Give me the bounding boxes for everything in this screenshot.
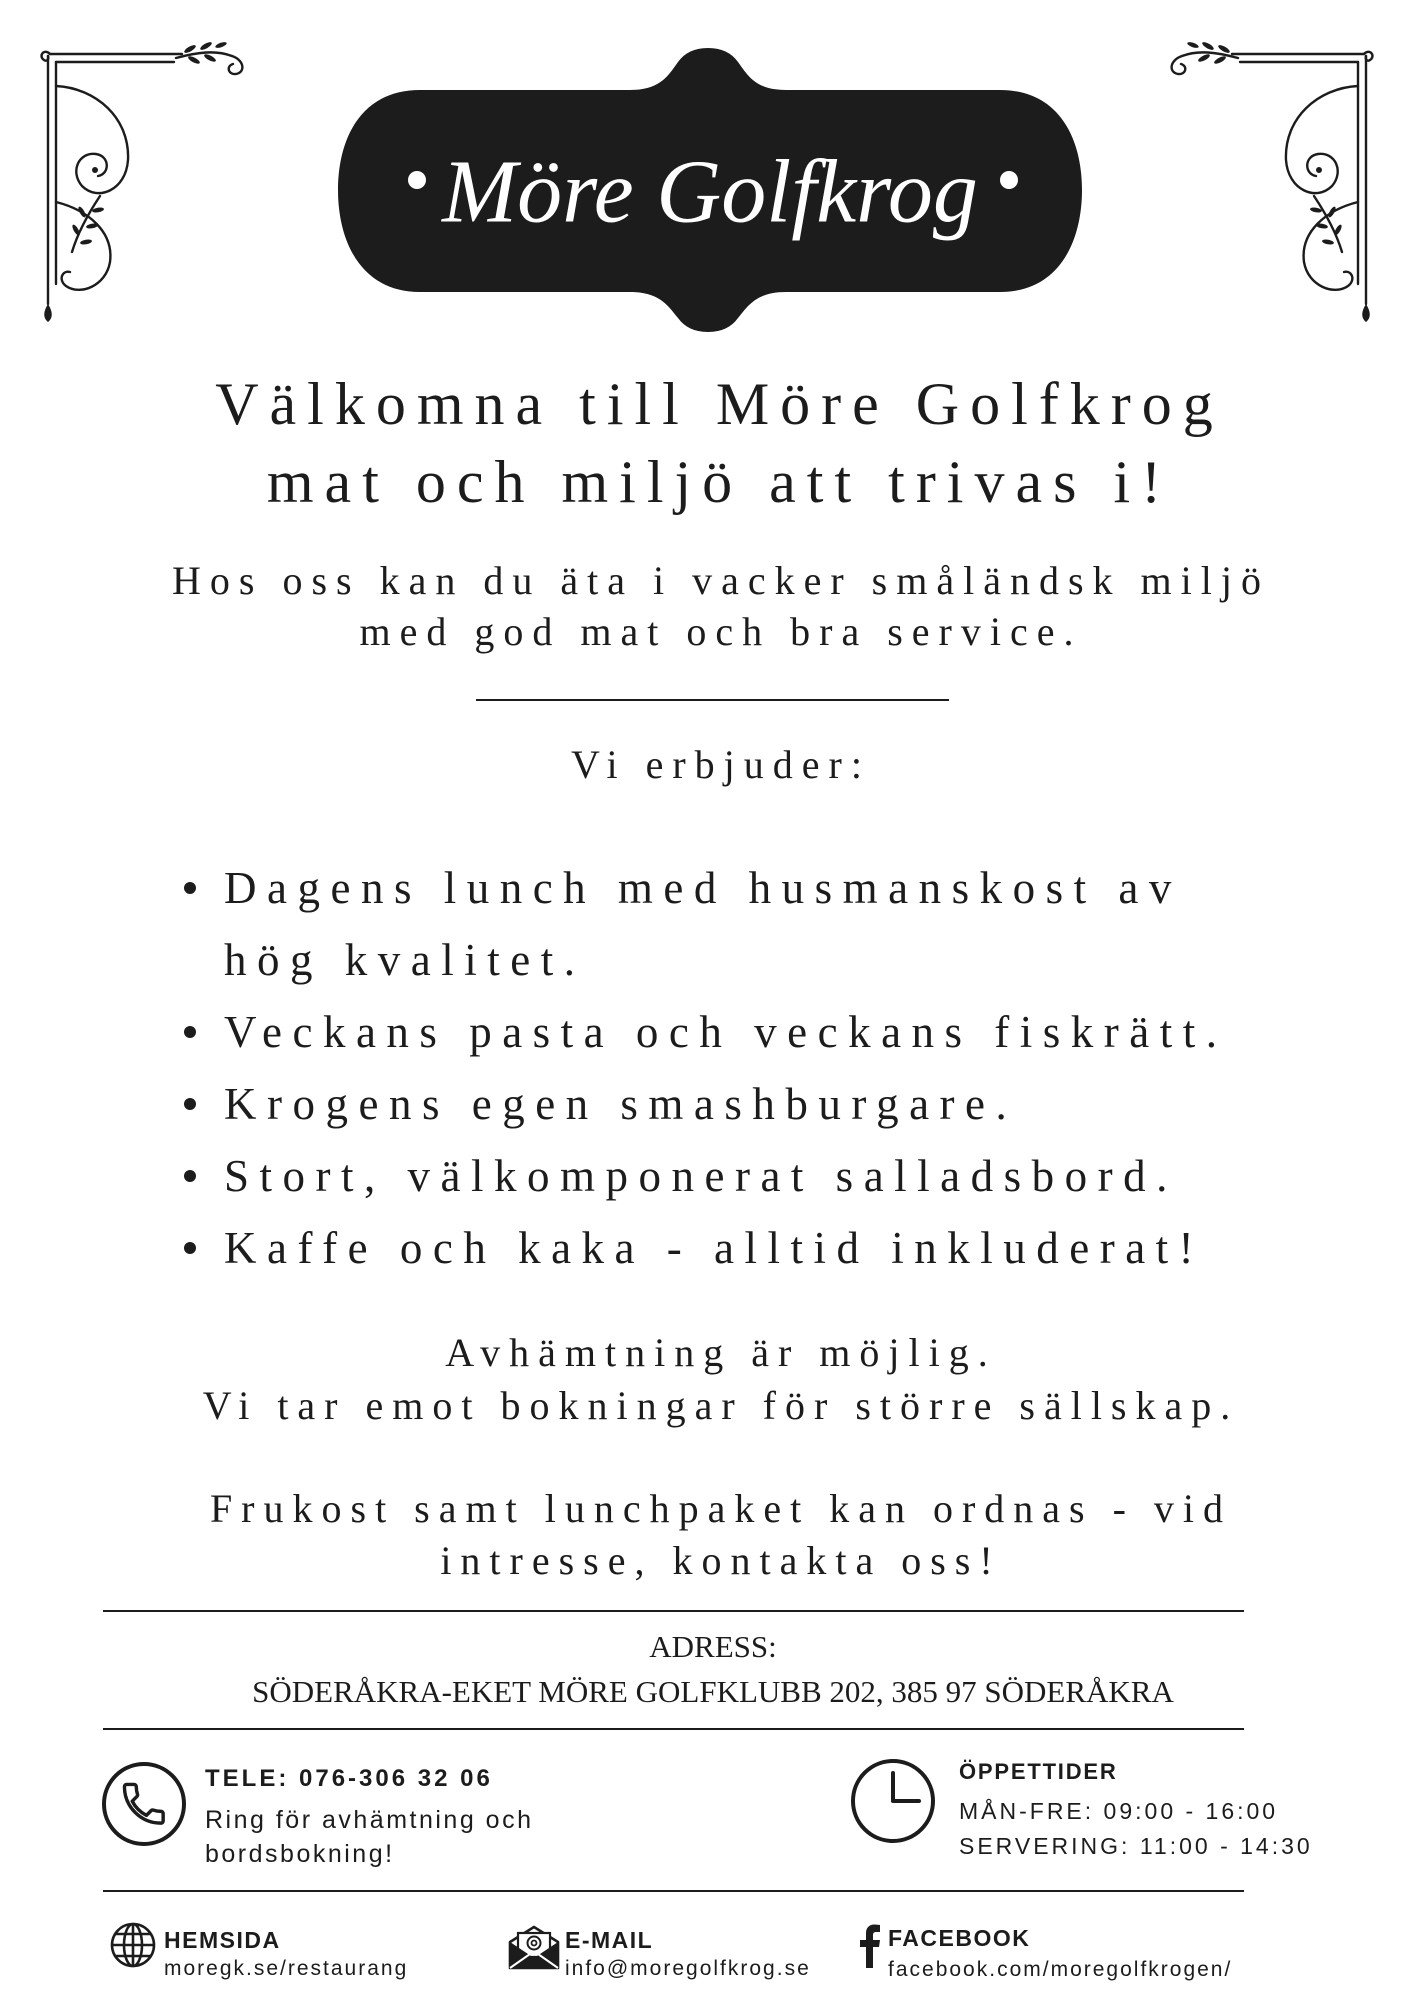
address-block [0,1624,1414,1714]
headline [0,365,1414,521]
breakfast-line-1: Frukost samt lunchpaket kan ordnas - vid [209,1486,1233,1531]
breakfast-line-2: intresse, kontakta oss! [440,1538,1002,1583]
address-value: SÖDERÅKRA-EKET MÖRE GOLFKLUBB 202, 385 97 SÖDERÅKRA [252,1674,1174,1709]
headline-line-1: Välkomna till Möre Golfkrog [215,371,1224,437]
facebook-url: facebook.com/moregolfkrogen/ [888,1958,1233,1981]
offer-text: Stort, välkomponerat salladsbord. [224,1151,1178,1201]
pickup-note [0,1326,1414,1432]
address-label: ADRESS: [649,1629,777,1664]
bullet-dot [184,1026,196,1038]
offer-heading: Vi erbjuder: [571,742,871,787]
phone-note [205,1803,533,1871]
email-address: info@moregolfkrog.se [565,1957,811,1980]
logo-dot-left [408,171,426,189]
phone-number: TELE: 076-306 32 06 [205,1765,493,1792]
intro-line-2: med god mat och bra service. [359,609,1083,654]
divider-short [476,699,949,701]
breakfast-note [0,1483,1414,1587]
phone-icon [99,1759,189,1849]
offer-item [184,996,1228,1068]
offer-text: Dagens lunch med husmanskost av [224,863,1182,913]
hours-weekdays: MÅN-FRE: 09:00 - 16:00 [959,1798,1279,1824]
phone-note-line-2: bordsbokning! [205,1840,395,1868]
globe-icon [108,1920,158,1970]
offer-item [184,852,1228,996]
offer-text: Krogens egen smashburgare. [224,1079,1018,1129]
divider [103,1728,1244,1730]
offer-item [184,1140,1228,1212]
website-url: moregk.se/restaurang [164,1957,409,1980]
corner-ornament-top-right [1166,38,1378,330]
website-label: HEMSIDA [164,1927,281,1953]
logo-badge [330,40,1090,340]
offer-list [184,852,1228,1284]
hours-list [959,1794,1313,1864]
phone-note-line-1: Ring för avhämtning och [205,1806,534,1834]
offer-item [184,1212,1228,1284]
bullet-dot [184,882,196,894]
bullet-dot [184,1170,196,1182]
headline-line-2: mat och miljö att trivas i! [266,449,1173,515]
logo-dot-right [1000,171,1018,189]
bullet-dot [184,1098,196,1110]
offer-text: hög kvalitet. [224,935,586,985]
hours-serving: SERVERING: 11:00 - 14:30 [959,1833,1313,1859]
divider [103,1890,1244,1892]
divider [103,1610,1244,1612]
facebook-label: FACEBOOK [888,1925,1031,1951]
pickup-line-1: Avhämtning är möjlig. [445,1330,997,1375]
pickup-line-2: Vi tar emot bokningar för större sällskap. [202,1383,1240,1428]
offer-text: Veckans pasta och veckans fiskrätt. [224,1007,1228,1057]
intro-line-1: Hos oss kan du äta i vacker småländsk miljö [172,558,1270,603]
email-icon [506,1924,562,1972]
facebook-icon [860,1922,882,1968]
bullet-dot [184,1242,196,1254]
offer-text: Kaffe och kaka - alltid inkluderat! [224,1223,1205,1273]
email-label: E-MAIL [565,1927,654,1953]
corner-ornament-top-left [36,38,248,330]
logo-text: Möre Golfkrog [442,142,978,242]
offer-item [184,1068,1228,1140]
hours-title: ÖPPETTIDER [959,1759,1118,1784]
clock-icon [847,1755,939,1847]
intro-paragraph [0,555,1414,657]
